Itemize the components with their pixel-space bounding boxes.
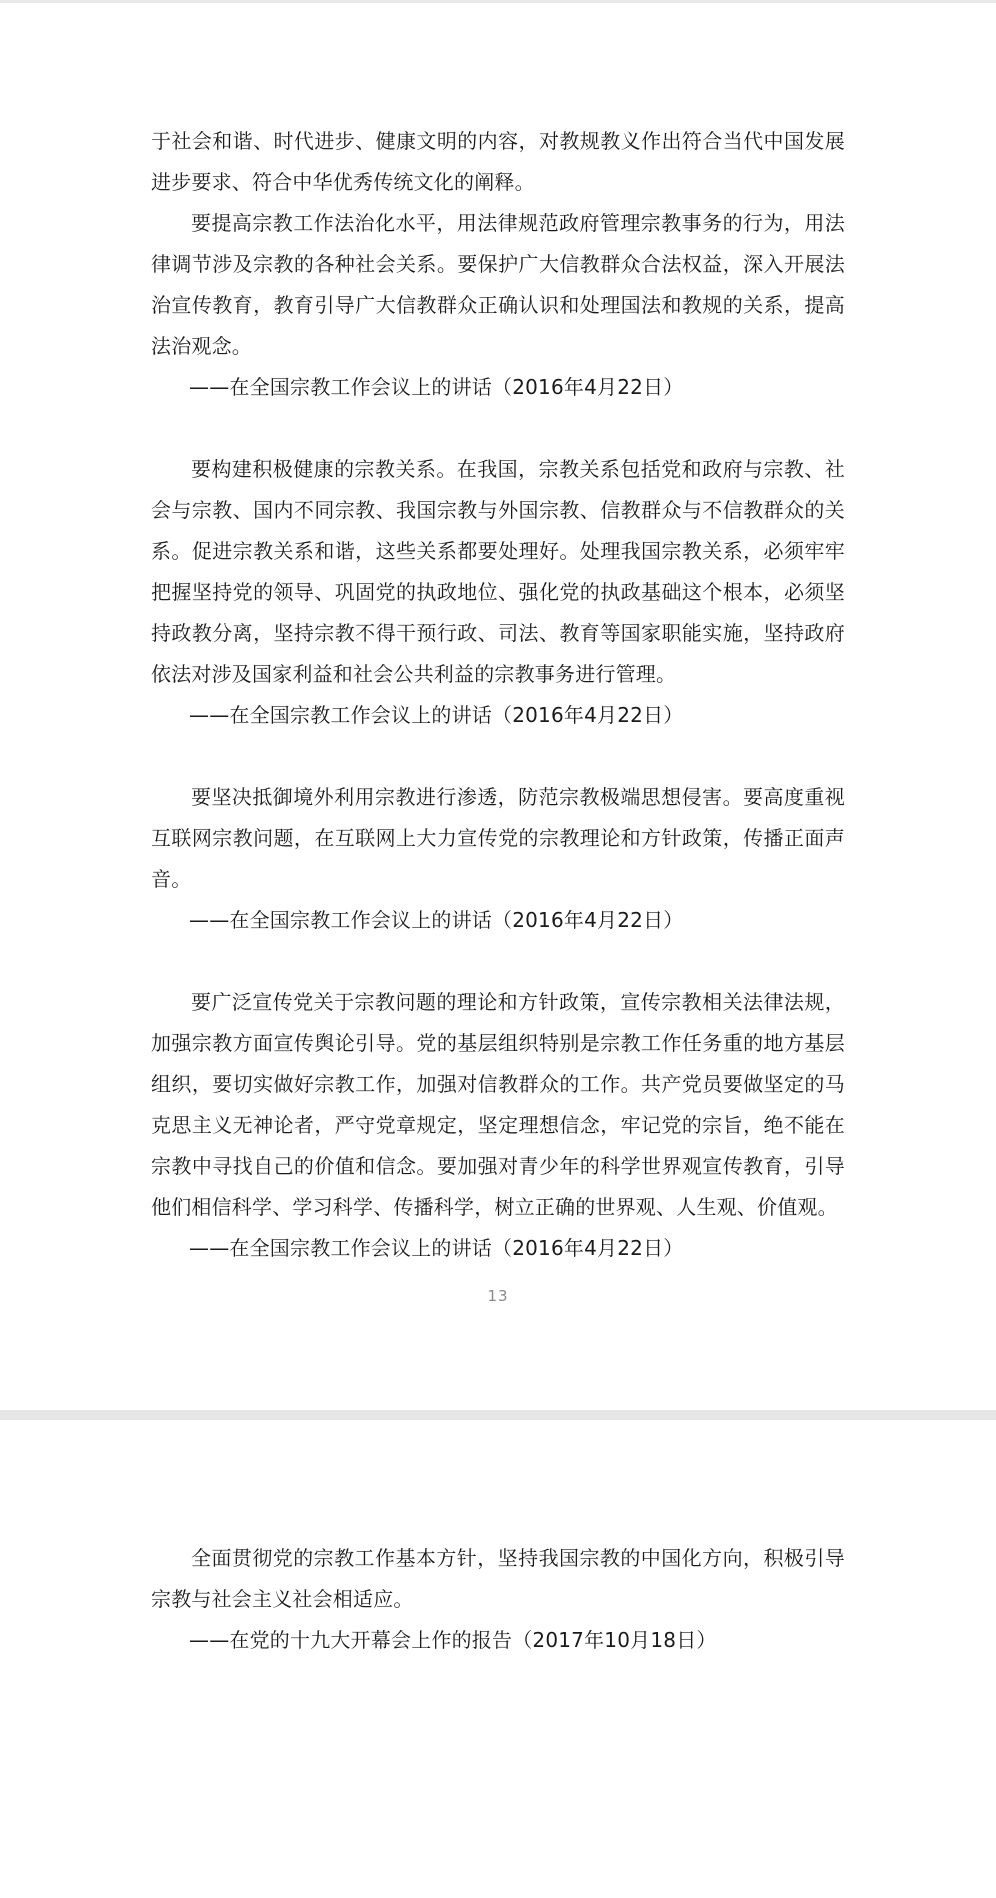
quote-source: ——在全国宗教工作会议上的讲话（2016年4月22日） bbox=[189, 375, 684, 399]
page-content bbox=[151, 121, 845, 1269]
quote-source: ——在全国宗教工作会议上的讲话（2016年4月22日） bbox=[189, 908, 684, 932]
quote-source: ——在党的十九大开幕会上作的报告（2017年10月18日） bbox=[189, 1628, 717, 1652]
page-number: 13 bbox=[487, 1287, 509, 1305]
page-content bbox=[151, 1538, 845, 1661]
quote-source: ——在全国宗教工作会议上的讲话（2016年4月22日） bbox=[189, 703, 684, 727]
body-paragraph: 要构建积极健康的宗教关系。在我国，宗教关系包括党和政府与宗教、社会与宗教、国内不同宗教、我国宗教与外国宗教、信教群众与不信教群众的关系。促进宗教关系和谐，这些关系都要处理好。处理我国宗教关系，必须牢牢把握坚持党的领导、巩固党的执政地位、强化党的执政基础这个根本，必须坚持政教分离，坚持宗教不得干预行政、司法、教育等国家职能实施，坚持政府依法对涉及国家利益和社会公共利益的宗教事务进行管理。 bbox=[151, 457, 845, 686]
body-paragraph: 要坚决抵御境外利用宗教进行渗透，防范宗教极端思想侵害。要高度重视互联网宗教问题，在互联网上大力宣传党的宗教理论和方针政策，传播正面声音。 bbox=[151, 785, 845, 891]
page-separator bbox=[0, 1410, 996, 1420]
body-paragraph: 全面贯彻党的宗教工作基本方针，坚持我国宗教的中国化方向，积极引导宗教与社会主义社会相适应。 bbox=[151, 1546, 845, 1611]
document-page-14 bbox=[0, 1420, 996, 1898]
quote-source: ——在全国宗教工作会议上的讲话（2016年4月22日） bbox=[189, 1236, 684, 1260]
body-paragraph: 要提高宗教工作法治化水平，用法律规范政府管理宗教事务的行为，用法律调节涉及宗教的各种社会关系。要保护广大信教群众合法权益，深入开展法治宣传教育，教育引导广大信教群众正确认识和处理国法和教规的关系，提高法治观念。 bbox=[151, 211, 845, 358]
body-paragraph: 要广泛宣传党关于宗教问题的理论和方针政策，宣传宗教相关法律法规，加强宗教方面宣传舆论引导。党的基层组织特别是宗教工作任务重的地方基层组织，要切实做好宗教工作，加强对信教群众的工作。共产党员要做坚定的马克思主义无神论者，严守党章规定，坚定理想信念，牢记党的宗旨，绝不能在宗教中寻找自己的价值和信念。要加强对青少年的科学世界观宣传教育，引导他们相信科学、学习科学、传播科学，树立正确的世界观、人生观、价值观。 bbox=[151, 990, 845, 1219]
paragraph-spacer bbox=[151, 941, 845, 982]
body-paragraph-continued: 于社会和谐、时代进步、健康文明的内容，对教规教义作出符合当代中国发展进步要求、符合中华优秀传统文化的阐释。 bbox=[151, 129, 845, 194]
paragraph-spacer bbox=[151, 736, 845, 777]
document-page-13 bbox=[0, 3, 996, 1410]
paragraph-spacer bbox=[151, 408, 845, 449]
